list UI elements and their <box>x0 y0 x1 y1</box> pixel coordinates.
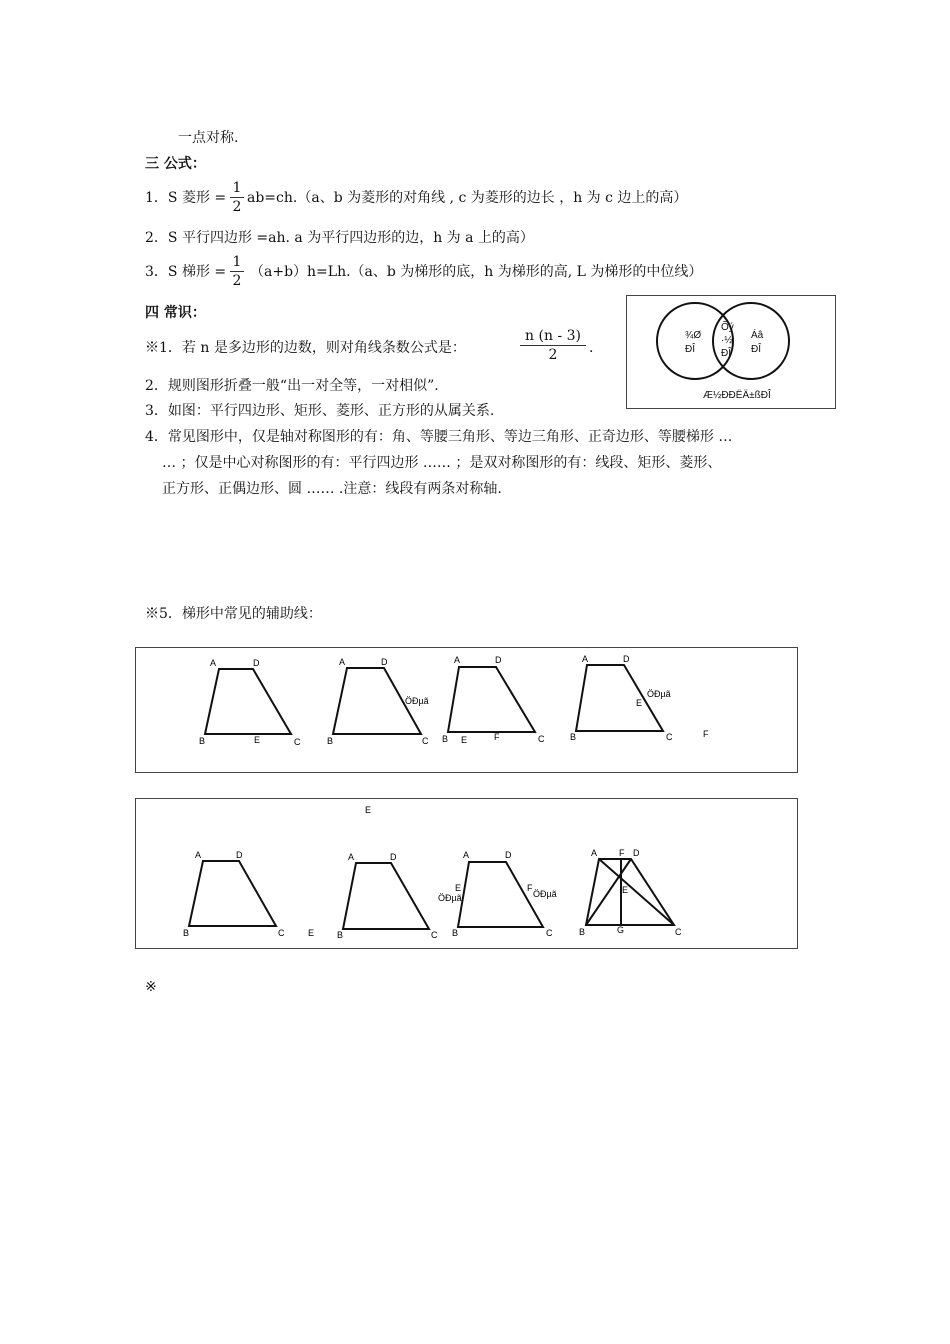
trapezoid-7-label-f: F <box>527 883 533 893</box>
trapezoid-4-label-d: D <box>623 654 630 664</box>
venn-middle-label-2: ·½ <box>721 335 733 346</box>
trapezoid-row-1 <box>136 648 797 772</box>
trapezoid-3-label-e: E <box>461 735 468 745</box>
trapezoid-row-1-frame <box>135 647 798 773</box>
trapezoid-4-label-midpoint: ÖĐµã <box>647 689 671 699</box>
venn-right-label-2: ĐÎ <box>751 344 761 355</box>
trapezoid-1-label-e: E <box>254 735 261 745</box>
trapezoid-3-label-a: A <box>454 655 461 665</box>
trapezoid-7-label-a: A <box>463 850 470 860</box>
trapezoid-6-outline <box>343 863 429 929</box>
trapezoid-1-label-d: D <box>253 658 260 668</box>
trapezoid-6-label-c: C <box>431 930 438 940</box>
venn-middle-label-1: Õý <box>721 322 734 333</box>
venn-left-label-2: ĐÎ <box>685 344 695 355</box>
formula-3-rest: （a+b）h=Lh.（a、b 为梯形的底，h 为梯形的高, L 为梯形的中位线） <box>250 264 703 280</box>
trapezoid-1-label-c: C <box>294 737 301 747</box>
trapezoid-2-label-d: D <box>381 657 388 667</box>
formula-3-fraction <box>230 254 244 289</box>
trapezoid-2-label-c: C <box>422 736 429 746</box>
trapezoid-8-label-g: G <box>617 925 625 935</box>
trapezoid-8-label-d: D <box>633 848 640 858</box>
knowledge-1-suffix: . <box>589 340 594 356</box>
venn-middle-label-3: ĐÎ <box>721 348 731 359</box>
trapezoid-8-label-f: F <box>619 848 625 858</box>
formula-3-denominator: 2 <box>232 273 242 289</box>
knowledge-2: 2．规则图形折叠一般“出一对全等，一对相似”. <box>145 378 439 394</box>
trapezoid-8-label-e: E <box>622 885 629 895</box>
formula-1-numerator: 1 <box>232 180 242 196</box>
diagonal-count-fraction <box>520 328 586 363</box>
knowledge-5: ※5．梯形中常见的辅助线： <box>145 606 322 622</box>
trapezoid-5 <box>189 861 276 926</box>
trapezoid-5-label-b: B <box>183 928 190 938</box>
trapezoid-4-label-f: F <box>703 729 709 739</box>
trapezoid-4-label-e: E <box>636 698 643 708</box>
formula-1-denominator: 2 <box>232 199 242 215</box>
knowledge-heading: 四 常识： <box>145 305 206 321</box>
trapezoid-3-label-b: B <box>442 734 449 744</box>
trapezoid-6-label-d: D <box>390 852 397 862</box>
trapezoid-7-label-e: E <box>455 883 462 893</box>
trapezoid-5-label-c: C <box>278 928 285 938</box>
knowledge-1-prefix: ※1．若 n 是多边形的边数，则对角线条数公式是： <box>145 340 466 356</box>
formula-1-fraction <box>230 180 244 215</box>
knowledge-4-line-1: 4．常见图形中，仅是轴对称图形的有：角、等腰三角形、等边三角形、正奇边形、等腰梯形 … <box>145 429 733 445</box>
venn-diagram <box>627 296 835 408</box>
trapezoid-7-label-c: C <box>546 928 553 938</box>
trapezoid-6 <box>343 863 429 929</box>
trapezoid-7-label-d: D <box>505 850 512 860</box>
trapezoid-7-label-b: B <box>452 928 459 938</box>
trapezoid-row-2-frame <box>135 798 798 949</box>
formula-2: 2．S 平行四边形 =ah. a 为平行四边形的边，h 为 a 上的高） <box>145 230 534 246</box>
trapezoid-1-label-b: B <box>199 736 206 746</box>
trapezoid-7-outline <box>458 862 543 927</box>
trapezoid-3-label-d: D <box>495 655 502 665</box>
trapezoid-1-label-a: A <box>210 658 217 668</box>
trapezoid-8-label-a: A <box>591 848 598 858</box>
diagonal-count-numerator: n (n - 3) <box>525 328 581 344</box>
trapezoid-7-label-midpoint-left: ÖĐµã <box>438 893 462 903</box>
venn-left-label-1: ¾Ø <box>685 330 702 341</box>
trapezoid-4-label-a: A <box>582 654 589 664</box>
trapezoid-8-label-b: B <box>579 927 586 937</box>
trapezoid-7 <box>458 862 543 927</box>
formula-3-numerator: 1 <box>232 254 242 270</box>
trapezoid-3-label-c: C <box>538 734 545 744</box>
trapezoid-5-label-d: D <box>236 850 243 860</box>
row-2-top-label-e: E <box>365 805 372 815</box>
trapezoid-5-outline <box>189 861 276 926</box>
trapezoid-2-label-midpoint: ÖĐµã <box>405 696 429 706</box>
knowledge-4-line-3: 正方形、正偶边形、圆 …… .注意：线段有两条对称轴. <box>162 481 502 497</box>
trapezoid-3-label-f: F <box>494 732 500 742</box>
trapezoid-7-label-midpoint-right: ÖĐµã <box>533 889 557 899</box>
trapezoid-3 <box>448 667 535 732</box>
trapezoid-6-label-b: B <box>337 930 344 940</box>
trapezoid-3-outline <box>448 667 535 732</box>
trapezoid-2-label-a: A <box>339 657 346 667</box>
trapezoid-8-outline <box>586 859 674 925</box>
knowledge-4-line-2: … ；仅是中心对称图形的有：平行四边形 …… ；是双对称图形的有：线段、矩形、菱形、 <box>162 455 722 471</box>
diagonal-count-denominator: 2 <box>548 347 558 363</box>
trapezoid-5-label-a: A <box>195 850 202 860</box>
formula-1-rest: ab=ch.（a、b 为菱形的对角线 , c 为菱形的边长 ，h 为 c 边上的高） <box>247 190 688 206</box>
formula-3-prefix: 3．S 梯形 = <box>145 264 227 280</box>
formula-1-prefix: 1．S 菱形 = <box>145 190 227 206</box>
intro-tail: 一点对称. <box>178 130 239 146</box>
venn-diagram-frame <box>626 295 836 409</box>
venn-caption: Æ½ĐĐËÄ±ßĐÎ <box>703 390 771 401</box>
trapezoid-5-label-e: E <box>308 928 315 938</box>
trapezoid-row-2 <box>136 799 797 948</box>
trapezoid-6-label-a: A <box>348 852 355 862</box>
knowledge-3: 3．如图：平行四边形、矩形、菱形、正方形的从属关系. <box>145 403 495 419</box>
trapezoid-1 <box>205 669 291 734</box>
venn-right-label-1: Áâ <box>751 330 764 341</box>
trapezoid-1-outline <box>205 669 291 734</box>
trapezoid-8 <box>586 859 674 925</box>
formulas-heading: 三 公式： <box>145 156 206 172</box>
trapezoid-4-label-c: C <box>666 732 673 742</box>
trapezoid-2-label-b: B <box>327 736 334 746</box>
page-tail-mark: ※ <box>145 979 157 995</box>
trapezoid-4-label-b: B <box>570 732 577 742</box>
trapezoid-8-label-c: C <box>675 927 682 937</box>
